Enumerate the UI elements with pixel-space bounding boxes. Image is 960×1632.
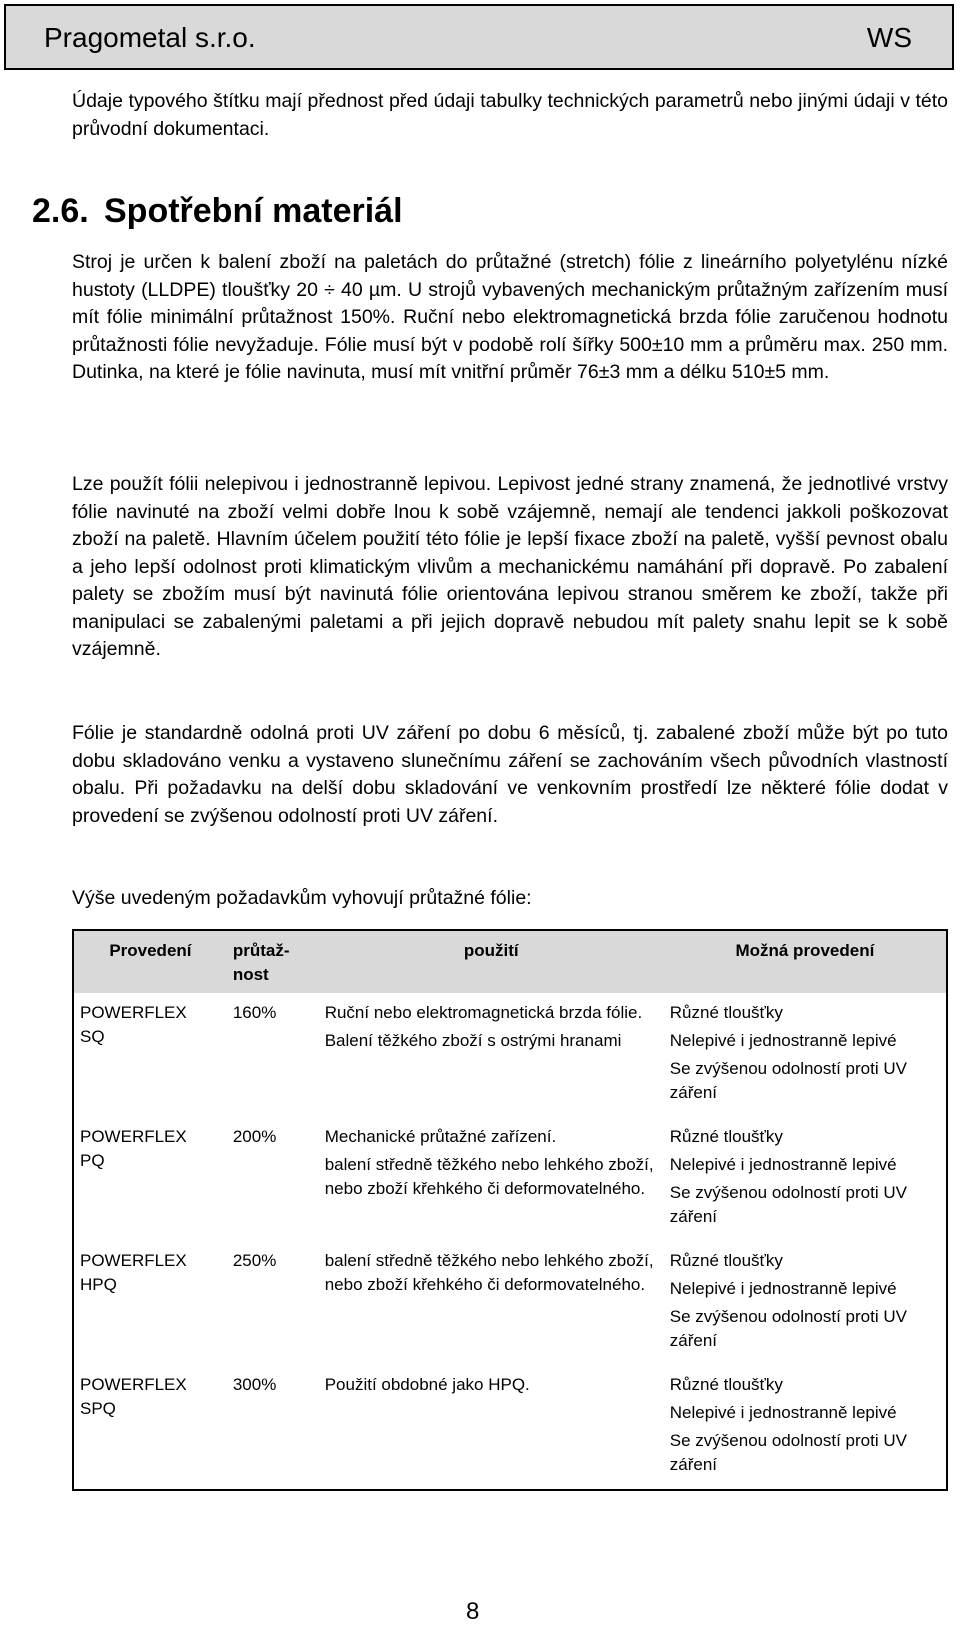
- cell-product: [73, 1241, 227, 1365]
- header-mozna: Možná provedení: [664, 930, 947, 993]
- option-line: Se zvýšenou odolností proti UV záření: [669, 1307, 907, 1350]
- cell-stretch: 250%: [232, 1251, 277, 1270]
- product-variant: PQ: [80, 1151, 105, 1170]
- cell-options: [664, 993, 947, 1117]
- header-prutaznost-line2: nost: [232, 965, 269, 984]
- option-line: Nelepivé i jednostranně lepivé: [669, 1031, 897, 1050]
- product-name: POWERFLEX: [80, 1375, 187, 1394]
- use-line: Použití obdobné jako HPQ.: [324, 1375, 530, 1394]
- paragraph-table-intro: Výše uvedeným požadavkům vyhovují průtažné fólie:: [72, 887, 532, 909]
- film-table: [72, 929, 948, 1491]
- cell-stretch: 300%: [232, 1375, 277, 1394]
- paragraph-uv: Fólie je standardně odolná proti UV záření po dobu 6 měsíců, tj. zabalené zboží může být po tuto dobu skladováno venku a vystaveno slunečnímu záření se zachováním všech původních vlastností obalu. Při požadavku na delší dobu skladování ve venkovním prostředí lze některé fólie dodat v provedení se zvýšenou odolností proti UV záření.: [72, 722, 948, 827]
- company-name: Pragometal s.r.o.: [44, 22, 256, 53]
- paragraph-material: Stroj je určen k balení zboží na paletách do průtažné (stretch) fólie z lineárního polyetylénu nízké hustoty (LLDPE) tloušťky 20 ÷ 40 µm. U strojů vybavených mechanickým průtažným zařízením musí mít fólie minimální průtažnost 150%. Ruční nebo elektromagnetická brzda fólie zaručenou hodnotu průtažnosti fólie nevyžaduje. Fólie musí být v podobě rolí šířky 500±10 mm a průměru max. 250 mm. Dutinka, na které je fólie navinuta, musí mít vnitřní průměr 76±3 mm a délku 510±5 mm.: [72, 251, 948, 383]
- use-line: balení středně těžkého nebo lehkého zboží, nebo zboží křehkého či deformovatelného.: [324, 1155, 654, 1198]
- option-line: Nelepivé i jednostranně lepivé: [669, 1403, 897, 1422]
- product-name: POWERFLEX: [80, 1127, 187, 1146]
- use-line: Balení těžkého zboží s ostrými hranami: [324, 1031, 622, 1050]
- product-variant: HPQ: [80, 1275, 117, 1294]
- product-name: POWERFLEX: [80, 1251, 187, 1270]
- page-number: 8: [466, 1598, 480, 1625]
- cell-use: [319, 1365, 664, 1490]
- section-title: Spotřební materiál: [104, 192, 403, 230]
- use-line: Ruční nebo elektromagnetická brzda fólie.: [324, 1003, 643, 1022]
- option-line: Se zvýšenou odolností proti UV záření: [669, 1431, 907, 1474]
- cell-stretch: 200%: [232, 1127, 277, 1146]
- cell-use: [319, 1241, 664, 1365]
- cell-use: [319, 1117, 664, 1241]
- page-header: [4, 4, 954, 70]
- header-prutaznost-line1: průtaž-: [232, 941, 290, 960]
- option-line: Různé tloušťky: [669, 1127, 783, 1146]
- cell-options: [664, 1117, 947, 1241]
- intro-paragraph: Údaje typového štítku mají přednost před údaji tabulky technických parametrů nebo jinými údaji v této průvodní dokumentaci.: [72, 90, 948, 140]
- option-line: Nelepivé i jednostranně lepivé: [669, 1279, 897, 1298]
- product-variant: SQ: [80, 1027, 105, 1046]
- option-line: Se zvýšenou odolností proti UV záření: [669, 1059, 907, 1102]
- cell-use: [319, 993, 664, 1117]
- table-row: [73, 1365, 947, 1490]
- header-pouziti: použití: [319, 930, 664, 993]
- product-name: POWERFLEX: [80, 1003, 187, 1022]
- option-line: Různé tloušťky: [669, 1251, 783, 1270]
- use-line: balení středně těžkého nebo lehkého zboží, nebo zboží křehkého či deformovatelného.: [324, 1251, 654, 1294]
- table-header-row: [73, 930, 947, 993]
- cell-stretch: 160%: [232, 1003, 277, 1022]
- product-variant: SPQ: [80, 1399, 116, 1418]
- section-number: 2.6.: [32, 192, 89, 230]
- header-prutaznost: [227, 930, 319, 993]
- paragraph-adhesive: Lze použít fólii nelepivou i jednostranně lepivou. Lepivost jedné strany znamená, že jednotlivé vrstvy fólie navinuté na zboží velmi dobře lnou k sobě vzájemně, nemají ale tendenci jakkoli poškozovat zboží na paletě. Hlavním účelem použití této fólie je lepší fixace zboží na paletě, vyšší pevnost obalu a jeho lepší odolnost proti klimatickým vlivům a mechanickému namáhání při dopravě. Po zabalení palety se zbožím musí být navinutá fólie orientována lepivou stranou směrem ke zboží, takže při manipulaci se zabalenými paletami a při jejich dopravě nebudou mít palety snahu lepit se k sobě vzájemně.: [72, 473, 948, 660]
- table-row: [73, 1117, 947, 1241]
- table-row: [73, 1241, 947, 1365]
- table-row: [73, 993, 947, 1117]
- document-code: WS: [866, 22, 912, 53]
- cell-product: [73, 1117, 227, 1241]
- cell-product: [73, 1365, 227, 1490]
- option-line: Různé tloušťky: [669, 1003, 783, 1022]
- cell-options: [664, 1241, 947, 1365]
- option-line: Se zvýšenou odolností proti UV záření: [669, 1183, 907, 1226]
- use-line: Mechanické průtažné zařízení.: [324, 1127, 557, 1146]
- header-provedeni: Provedení: [73, 930, 227, 993]
- option-line: Různé tloušťky: [669, 1375, 783, 1394]
- cell-options: [664, 1365, 947, 1490]
- cell-product: [73, 993, 227, 1117]
- option-line: Nelepivé i jednostranně lepivé: [669, 1155, 897, 1174]
- section-heading: [32, 192, 403, 231]
